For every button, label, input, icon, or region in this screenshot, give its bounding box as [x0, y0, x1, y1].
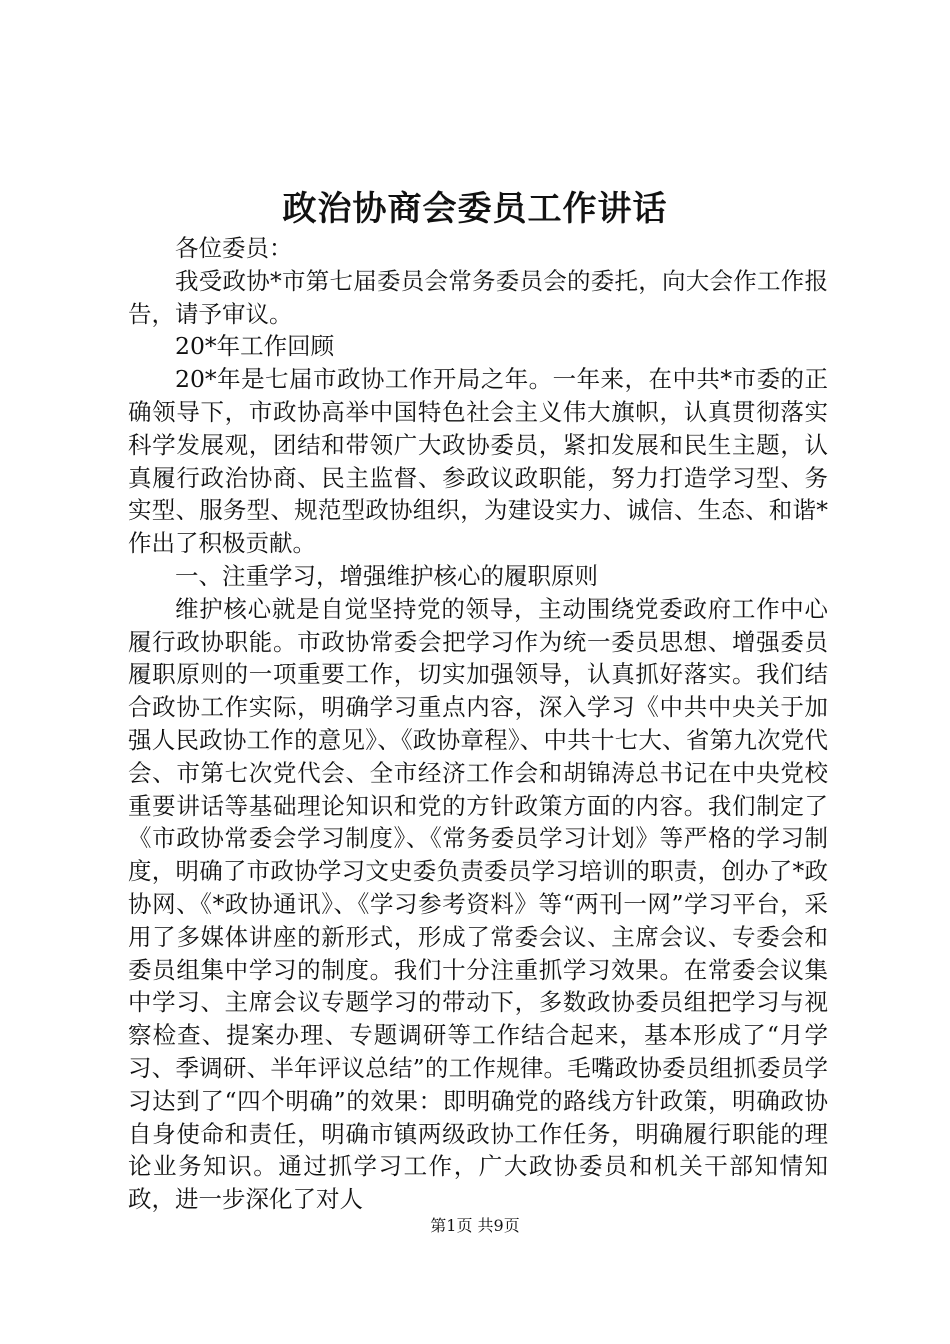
salutation-paragraph: 各位委员： [175, 234, 293, 262]
section-heading-study: 一、注重学习，增强维护核心的履职原则 [175, 561, 598, 590]
page-number-footer: 第1页 共9页 [430, 1216, 520, 1235]
document-title: 政治协商会委员工作讲话 [282, 189, 668, 229]
intro-paragraph: 我受政协*市第七届委员会常务委员会的委托，向大会作工作报告，请予审议。 [128, 266, 828, 328]
section-heading-review: 20*年工作回顾 [175, 332, 335, 361]
review-paragraph: 20*年是七届市政协工作开局之年。一年来，在中共*市委的正确领导下，市政协高举中国特色社会主义伟大旗帜，认真贯彻落实科学发展观，团结和带领广大政协委员，紧扣发展和民生主题，认真履行政治协商、民主监督、参政议政职能，努力打造学习型、务实型、服务型、规范型政协组织，为建设实力、诚信、生态、和谐*作出了积极贡献。 [128, 365, 828, 558]
document-body [128, 232, 828, 1216]
study-paragraph: 维护核心就是自觉坚持党的领导，主动围绕党委政府工作中心履行政协职能。市政协常委会把学习作为统一委员思想、增强委员履职原则的一项重要工作，切实加强领导，认真抓好落实。我们结合政协工作实际，明确学习重点内容，深入学习《中共中央关于加强人民政协工作的意见》、《政协章程》、中共十七大、省第九次党代会、市第七次党代会、全市经济工作会和胡锦涛总书记在中央党校重要讲话等基础理论知识和党的方针政策方面的内容。我们制定了《市政协常委会学习制度》、《常务委员学习计划》等严格的学习制度，明确了市政协学习文史委负责委员学习培训的职责，创办了*政协网、《*政协通讯》、《学习参考资料》等“两刊一网”学习平台，采用了多媒体讲座的新形式，形成了常委会议、主席会议、专委会和委员组集中学习的制度。我们十分注重抓学习效果。在常委会议集中学习、主席会议专题学习的带动下，多数政协委员组把学习与视察检查、提案办理、专题调研等工作结合起来，基本形成了“月学习、季调研、半年评议总结”的工作规律。毛嘴政协委员组抓委员学习达到了“四个明确”的效果：即明确党的路线方针政策，明确政协自身使命和责任，明确市镇两级政协工作任务，明确履行职能的理论业务知识。通过抓学习工作，广大政协委员和机关干部知情知政，进一步深化了对人 [128, 594, 828, 1214]
